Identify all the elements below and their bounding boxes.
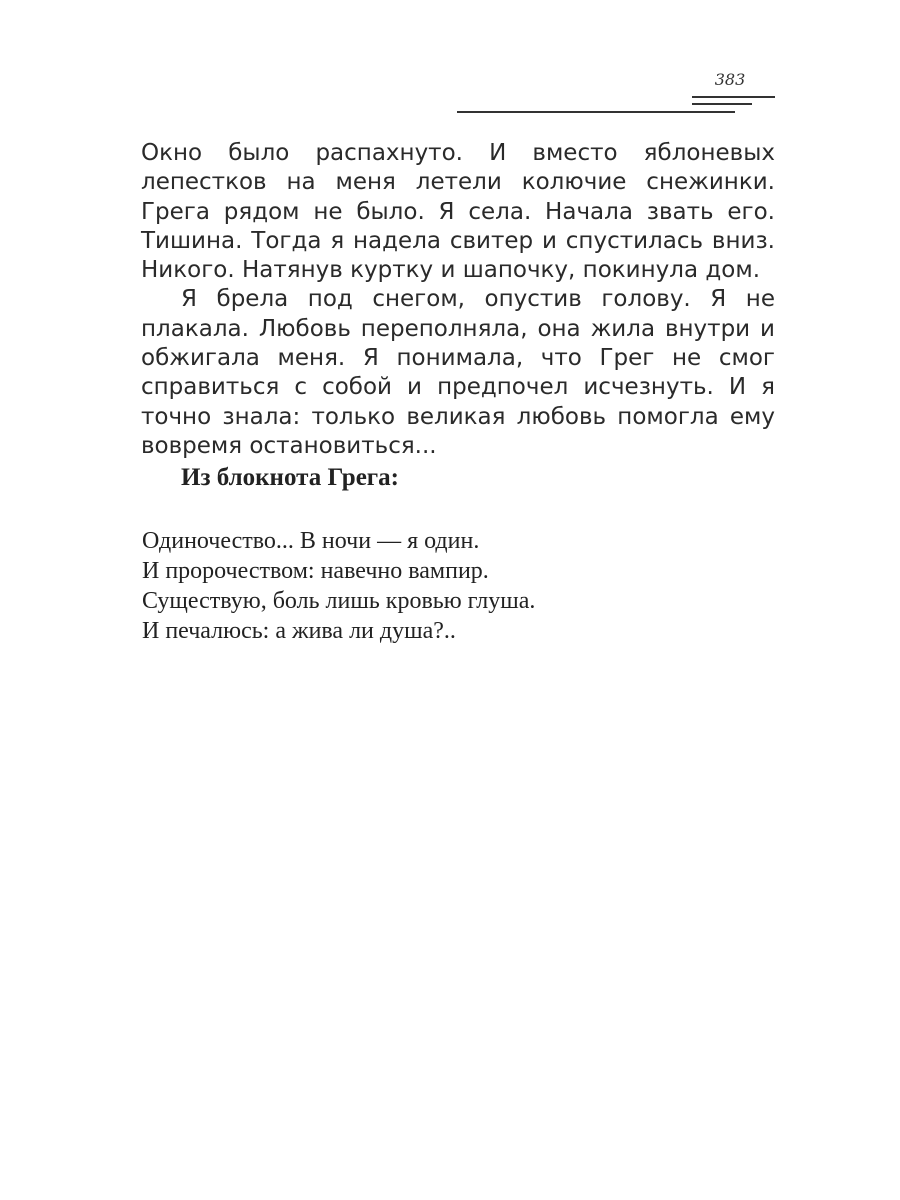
poem: [142, 526, 535, 646]
poem-line: И печалюсь: а жива ли душа?..: [142, 618, 456, 644]
section-heading: Из блокнота Грега:: [181, 464, 399, 491]
header-rule-top: [692, 96, 775, 98]
paragraph-2: Я брела под снегом, опустив голову. Я не плакала. Любовь переполняла, она жила внутри и обжигала меня. Я понимала, что Грег не смог справиться с собой и предпочел исчезнуть. И я точно знала: только великая любовь помогла ему вовремя остановиться...: [141, 286, 775, 459]
header-rule-bottom: [457, 111, 735, 113]
poem-line: Существую, боль лишь кровью глуша.: [142, 588, 536, 614]
page-number: 383: [714, 70, 746, 89]
poem-line: Одиночество... В ночи — я один.: [142, 528, 480, 554]
paragraph-1: Окно было распахнуто. И вместо яблоневых лепестков на меня летели колючие снежинки. Грега рядом не было. Я села. Начала звать его. Тишина. Тогда я надела свитер и спустилась вниз. Никого. Натянув куртку и шапочку, покинула дом.: [141, 140, 775, 284]
header-rule-middle: [692, 103, 752, 105]
body-text: [141, 139, 775, 461]
poem-line: И пророчеством: навечно вампир.: [142, 558, 489, 584]
